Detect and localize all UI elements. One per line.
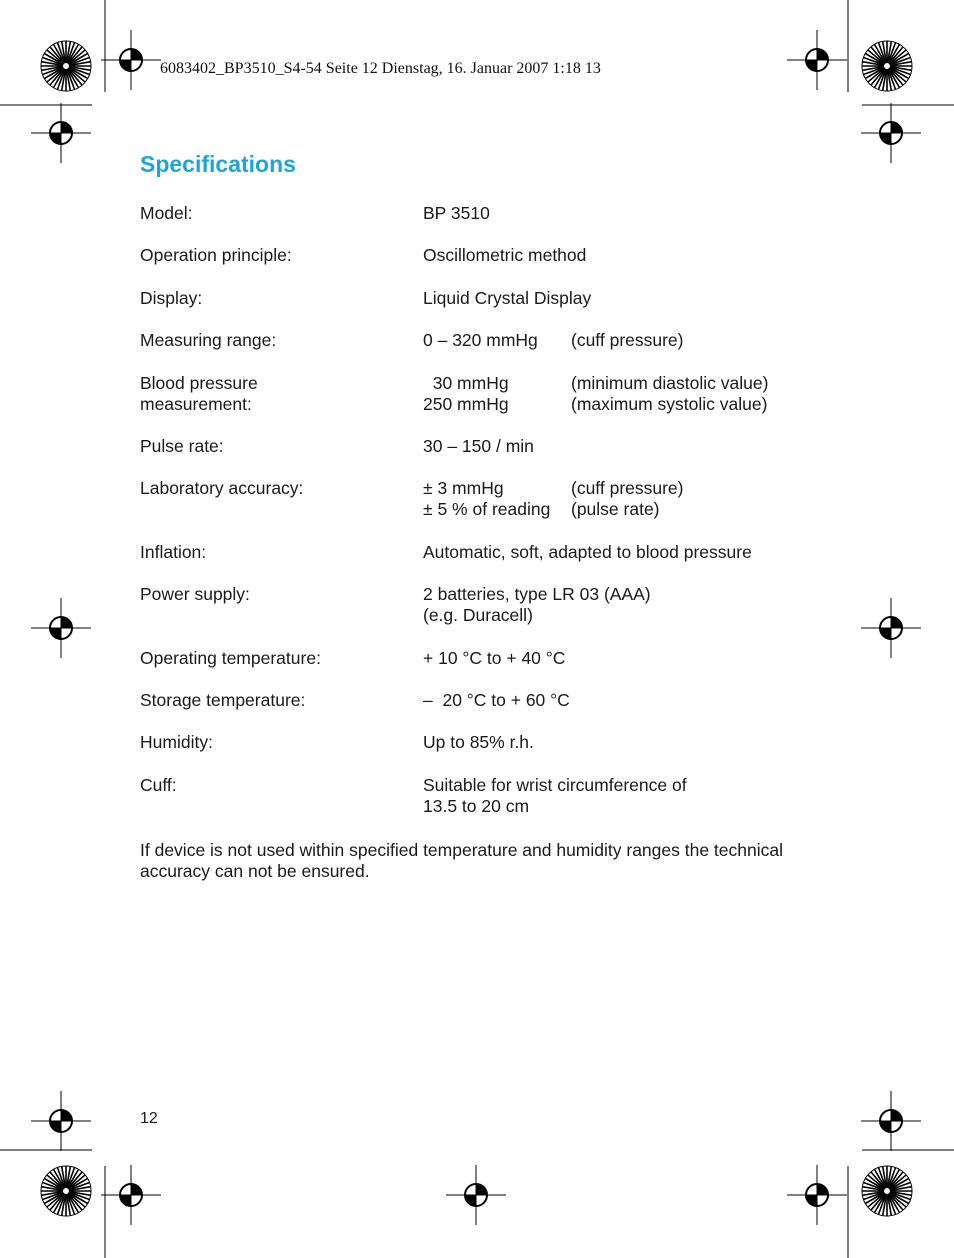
spec-value-min: 30 mmHg [423, 372, 509, 393]
spec-value: + 10 °C to + 40 °C [423, 647, 566, 668]
spec-value: Oscillometric method [423, 245, 587, 266]
spec-row-blood-pressure [140, 373, 840, 415]
spec-row-laboratory-accuracy [140, 478, 840, 520]
spec-value: 0 – 320 mmHg [423, 330, 538, 351]
spec-label: Measuring range: [140, 330, 277, 351]
spec-label: Storage temperature: [140, 689, 306, 710]
spec-note: (cuff pressure) [571, 330, 684, 351]
registration-mark-left-middle [31, 598, 91, 658]
registration-mark-bottom-right [787, 1165, 847, 1225]
spec-row-operation-principle [140, 245, 840, 266]
spec-note: (pulse rate) [571, 499, 660, 520]
spec-value-continued: (e.g. Duracell) [423, 605, 533, 626]
registration-mark-top-right [787, 30, 847, 90]
spec-label: Model: [140, 203, 193, 223]
page-number: 12 [140, 1110, 158, 1127]
spec-value: – 20 °C to + 60 °C [423, 689, 570, 710]
spec-note: (cuff pressure) [571, 478, 684, 499]
spec-row-cuff [140, 775, 840, 817]
spec-label: Power supply: [140, 584, 250, 605]
spec-label: Pulse rate: [140, 435, 224, 456]
spec-value-max: 250 mmHg [423, 393, 509, 414]
spec-row-power-supply [140, 584, 840, 626]
spec-value: Suitable for wrist circumference of [423, 774, 687, 795]
spec-label: Humidity: [140, 732, 213, 753]
spec-value-continued: 13.5 to 20 cm [423, 795, 530, 816]
registration-mark-right-lower [861, 1091, 921, 1151]
spec-row-display [140, 288, 840, 309]
spec-value: Liquid Crystal Display [423, 287, 592, 308]
spec-note-min: (minimum diastolic value) [571, 372, 769, 393]
star-target-bottom-left [41, 1166, 91, 1216]
spec-value: 30 – 150 / min [423, 435, 534, 456]
registration-mark-top-left [101, 30, 161, 90]
registration-mark-left-lower [31, 1091, 91, 1151]
spec-label: Operating temperature: [140, 647, 321, 668]
spec-label: Operation principle: [140, 245, 292, 266]
star-target-top-left [41, 41, 91, 91]
spec-label: Inflation: [140, 541, 207, 562]
page-title: Specifications [140, 151, 296, 177]
spec-row-inflation [140, 542, 840, 563]
spec-row-model [140, 203, 840, 224]
spec-value: Up to 85% r.h. [423, 732, 534, 753]
spec-label: Laboratory accuracy: [140, 478, 304, 499]
spec-label: Display: [140, 287, 203, 308]
registration-mark-left-upper [31, 103, 91, 163]
spec-row-operating-temperature [140, 648, 840, 669]
star-target-top-right [862, 41, 912, 91]
spec-row-pulse-rate [140, 436, 840, 457]
spec-row-storage-temperature [140, 690, 840, 711]
spec-row-measuring-range [140, 330, 840, 351]
spec-value: 2 batteries, type LR 03 (AAA) [423, 584, 651, 605]
registration-mark-bottom-left [101, 1165, 161, 1225]
registration-mark-right-upper [861, 103, 921, 163]
spec-note-max: (maximum systolic value) [571, 393, 768, 414]
registration-mark-bottom-center [446, 1165, 506, 1225]
registration-mark-right-middle [861, 598, 921, 658]
spec-value: BP 3510 [423, 203, 490, 223]
star-target-bottom-right [862, 1166, 912, 1216]
spec-value: ± 5 % of reading [423, 499, 551, 520]
print-slug-line: 6083402_BP3510_S4-54 Seite 12 Dienstag, 16. Januar 2007 1:18 13 [160, 60, 601, 77]
spec-label-continued: measurement: [140, 393, 252, 414]
spec-label: Cuff: [140, 774, 177, 795]
specifications-table [140, 203, 840, 838]
spec-value: ± 3 mmHg [423, 478, 504, 499]
spec-row-humidity [140, 732, 840, 753]
accuracy-note: If device is not used within specified temperature and humidity ranges the technical accuracy can not be ensured. [140, 840, 783, 881]
spec-value: Automatic, soft, adapted to blood pressure [423, 541, 752, 562]
spec-label: Blood pressure [140, 372, 258, 393]
